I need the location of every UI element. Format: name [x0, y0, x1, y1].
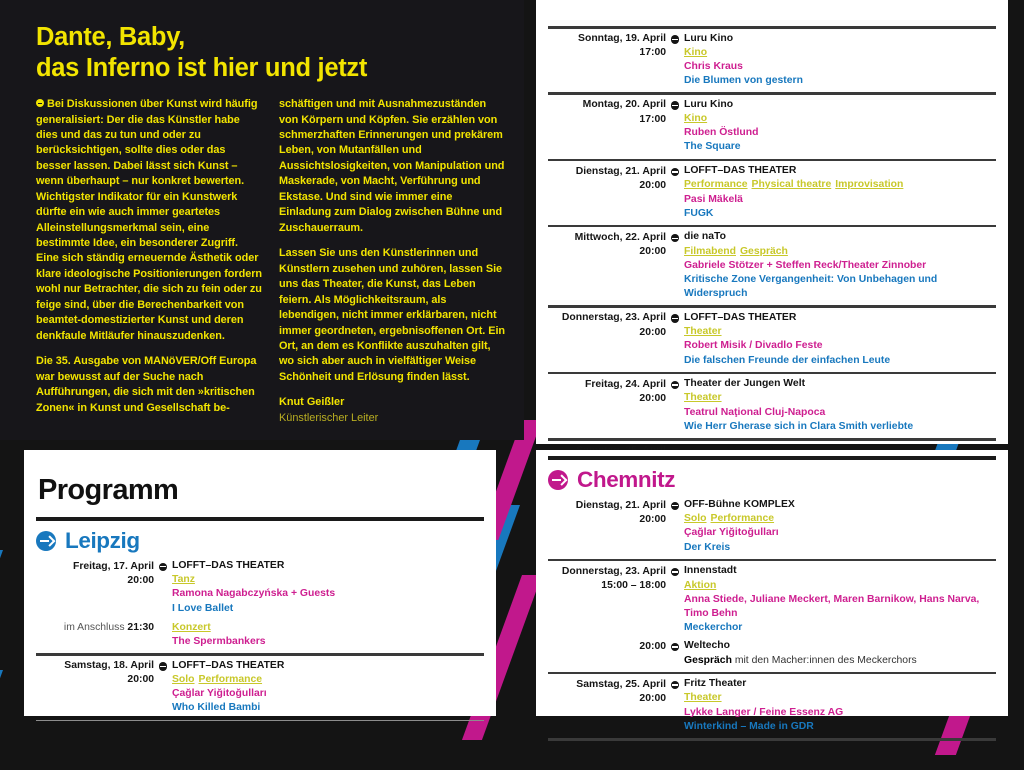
row-bullet [666, 164, 684, 221]
event-genre[interactable]: Performance [684, 179, 748, 191]
signature-role: Künstlerischer Leiter [279, 411, 379, 424]
arrow-right-circle-icon [36, 531, 56, 551]
editorial-panel [0, 0, 524, 440]
event-genre[interactable]: Theater [684, 392, 722, 404]
event-extra-label: im Anschluss [63, 622, 125, 634]
row-bullet-spacer [154, 621, 172, 649]
event-venue: LOFFT–DAS THEATER [684, 311, 797, 323]
event-when [548, 564, 666, 635]
event-piece[interactable]: Die falschen Freunde der einfachen Leute [684, 354, 891, 366]
event-date: Mittwoch, 22. April [574, 231, 666, 243]
event-artist: Lykke Langer / Feine Essenz AG [684, 706, 844, 718]
event-piece[interactable]: Winterkind – Made in GDR [684, 720, 814, 732]
signature-name: Knut Geißler [279, 396, 345, 409]
table-row[interactable] [24, 656, 496, 720]
event-artist: The Spermbankers [172, 636, 266, 648]
event-body [172, 659, 484, 716]
table-row[interactable] [24, 556, 496, 620]
dot-icon [671, 101, 680, 110]
event-artist: Ramona Nagabczyńska + Guests [172, 588, 336, 600]
dot-icon [671, 314, 680, 323]
headline-line-2: das Inferno ist hier und jetzt [36, 53, 368, 82]
event-note: mit den Macher:innen des Meckerchors [734, 654, 917, 666]
event-artist: Çağlar Yiğitoğulları [172, 688, 267, 700]
table-row[interactable] [536, 161, 1008, 225]
event-date: Freitag, 24. April [584, 378, 666, 390]
event-time: 17:00 [639, 113, 666, 125]
event-piece[interactable]: Wie Herr Gherase sich in Clara Smith verliebte [684, 420, 914, 432]
dot-icon [671, 381, 680, 390]
event-artist: Anna Stiede, Juliane Meckert, Maren Barnikow, Hans Narva, Timo Behn [684, 593, 980, 619]
divider [36, 517, 484, 521]
row-bullet [666, 32, 684, 89]
bullet-icon [36, 99, 44, 107]
event-when [36, 659, 154, 716]
event-piece[interactable]: I Love Ballet [172, 602, 234, 614]
row-bullet [666, 230, 684, 301]
city-name: Chemnitz [577, 467, 676, 492]
event-time: 20:00 [127, 574, 154, 586]
divider [548, 456, 996, 460]
dot-icon [671, 568, 680, 577]
event-venue: LOFFT–DAS THEATER [684, 165, 797, 177]
event-date: Samstag, 25. April [576, 678, 666, 690]
event-date: Dienstag, 21. April [575, 499, 666, 511]
event-time: 20:00 [127, 674, 154, 686]
event-body [684, 311, 996, 368]
event-genre[interactable]: Kino [684, 46, 708, 58]
event-genre[interactable]: Filmabend [684, 245, 736, 257]
event-body [684, 377, 996, 434]
dot-icon [671, 168, 680, 177]
event-genre[interactable]: Performance [198, 673, 263, 685]
editorial-paragraph: Lassen Sie uns den Künstlerinnen und Künstlern zusehen und zuhören, lassen Sie uns das Theater, die Kunst, das Leben feiern. Als Möglichkeitsraum, als lebendigen, nicht immer erklärbaren, nicht immer geordneten, ergebnisoffenen Ort. Ein Ort, an dem es Konflikte auszuhalten gilt, wo sich aber auch in vielfältiger Weise Schönheit und Erlösung finden lässt. [279, 247, 506, 383]
divider [36, 720, 484, 721]
dot-icon [671, 681, 680, 690]
event-venue: OFF-Bühne KOMPLEX [684, 499, 795, 510]
row-bullet [666, 98, 684, 155]
event-when [36, 621, 154, 649]
event-genres[interactable] [684, 178, 996, 192]
event-venue: Luru Kino [684, 32, 734, 44]
event-body [172, 559, 484, 616]
event-when [36, 559, 154, 616]
editorial-paragraph: schäftigen und mit Ausnahmezuständen von Körpern und Köpfen. Sie erzählen von schmerzhaften Erinnerungen und prekärem Leben, von Mutanfällen und Aussichtslosigkeiten, von Manipulation und Maskerade, von Macht, Verführung und Ekstase. Und sind wie immer eine Einladung zum Dialog zwischen Bühne und Zuschauerraum. [279, 98, 505, 234]
event-genres[interactable] [172, 673, 484, 687]
city-heading-leipzig [36, 528, 496, 554]
event-time: 20:00 [639, 513, 666, 525]
event-artist: Gabriele Stötzer + Steffen Reck/Theater Zinnober [684, 259, 927, 271]
event-when [548, 377, 666, 434]
event-genre[interactable]: Theater [684, 692, 722, 704]
table-row[interactable] [536, 308, 1008, 372]
event-body [684, 639, 996, 667]
event-venue: Fritz Theater [684, 678, 747, 690]
arrow-right-circle-icon [548, 470, 568, 490]
row-bullet [666, 564, 684, 635]
dot-icon [671, 643, 680, 652]
row-bullet [666, 377, 684, 434]
row-bullet [154, 559, 172, 616]
event-when [548, 677, 666, 734]
event-venue: LOFFT–DAS THEATER [172, 560, 285, 571]
event-genres[interactable] [684, 512, 996, 526]
editorial-paragraph: Die 35. Ausgabe von MANöVER/Off Europa war bewusst auf der Suche nach Aufführungen, die sich mit den »kritischen Zonen« in Kunst und Gesellschaft be- [36, 355, 257, 414]
event-genre[interactable]: Aktion [684, 579, 717, 591]
event-genre[interactable]: Theater [684, 326, 722, 338]
table-row[interactable] [536, 29, 1008, 93]
event-date: Samstag, 18. April [64, 660, 154, 672]
event-venue: Luru Kino [684, 98, 734, 110]
table-row[interactable] [536, 639, 1008, 671]
dot-icon [671, 35, 680, 44]
program-card-leipzig [24, 450, 496, 716]
event-time: 20:00 [639, 326, 666, 338]
event-genre[interactable]: Physical theatre [751, 179, 832, 191]
row-bullet [666, 639, 684, 667]
event-artist: Chris Kraus [684, 60, 743, 72]
table-row[interactable] [536, 227, 1008, 305]
event-venue: Theater der Jungen Welt [684, 378, 806, 390]
event-time: 20:00 [639, 179, 666, 191]
programm-heading: Programm [38, 474, 179, 506]
event-time: 20:00 [639, 392, 666, 404]
event-genre[interactable]: Tanz [172, 574, 195, 586]
event-venue: die naTo [684, 231, 726, 243]
event-time: 20:00 [639, 692, 666, 704]
event-piece[interactable]: The Square [684, 141, 741, 153]
row-bullet [154, 659, 172, 716]
event-genre[interactable]: Gespräch [739, 245, 788, 257]
event-when [548, 639, 666, 667]
editorial-paragraph: Bei Diskussionen über Kunst wird häufig generalisiert: Der die das Künstler habe dies und das zu tun und oder zu berücksichtigen, sollte dies oder das besser lassen. Dabei lässt sich Kunst – wenn überhaupt – nur konkret bewerten. Wichtigster Indikator für ein Kunstwerk dürfte ein wie auch immer geartetes Alleinstellungsmerkmal sein, eine bestimmte Idee, ein besonderer Zugriff. Eine sich ständig erneuernde Ästhetik oder klare ideologische Positionierungen fordern wohl nur Betrachter, die sich zu fein oder zu feige sind, über die Berechenbarkeit von beamtet-domestizierter Kunst und deren denkfaule Mitläufer hinauszudenken. [36, 98, 262, 342]
table-row[interactable] [536, 674, 1008, 738]
event-artist: Teatrul Naţional Cluj-Napoca [684, 406, 826, 418]
event-date: Donnerstag, 23. April [561, 565, 666, 577]
event-when [548, 498, 666, 555]
city-heading-chemnitz [548, 467, 1008, 493]
event-artist: Ruben Östlund [684, 127, 759, 139]
event-piece[interactable]: FUGK [684, 207, 714, 219]
event-genres[interactable] [684, 245, 996, 259]
event-piece[interactable]: Who Killed Bambi [172, 702, 261, 714]
event-when [548, 98, 666, 155]
event-piece[interactable]: Meckerchor [684, 622, 743, 634]
event-genre[interactable]: Kino [684, 113, 708, 125]
dot-icon [671, 502, 680, 511]
event-piece[interactable]: Der Kreis [684, 541, 731, 553]
event-date: Sonntag, 19. April [578, 33, 666, 44]
editorial-column-1 [36, 97, 263, 426]
editorial-column-2 [279, 97, 506, 426]
event-genre-note[interactable] [684, 654, 996, 668]
event-genre[interactable]: Solo [172, 673, 195, 685]
event-body [684, 498, 996, 555]
event-artist: Çağlar Yiğitoğulları [684, 527, 779, 539]
table-row[interactable] [536, 95, 1008, 159]
event-artist: Pasi Mäkelä [684, 193, 743, 205]
headline-line-1: Dante, Baby, [36, 23, 185, 51]
event-genre[interactable]: Improvisation [835, 179, 904, 191]
row-bullet [666, 498, 684, 555]
event-date: Donnerstag, 23. April [561, 312, 666, 324]
dot-icon [159, 662, 168, 671]
event-genre[interactable]: Performance [710, 513, 775, 525]
event-body [172, 621, 484, 649]
event-extra-time: 21:30 [127, 622, 154, 634]
event-body [684, 677, 996, 734]
event-piece[interactable]: Die Blumen von gestern [684, 75, 803, 87]
table-row[interactable] [24, 620, 496, 653]
event-when [548, 230, 666, 301]
event-time: 15:00 – 18:00 [601, 580, 666, 592]
program-card-chemnitz [536, 450, 1008, 732]
program-card-leipzig-continued [536, 0, 1008, 444]
dot-icon [159, 563, 168, 572]
event-body [684, 98, 996, 155]
event-time: 17:00 [639, 47, 666, 59]
table-row[interactable] [536, 561, 1008, 639]
event-time: 20:00 [639, 246, 666, 258]
event-date: Montag, 20. April [582, 99, 666, 111]
event-genre[interactable]: Solo [684, 513, 707, 525]
event-body [684, 32, 996, 89]
event-venue: Innenstadt [684, 565, 737, 577]
page-title [36, 22, 506, 83]
event-artist: Robert Misik / Divadlo Feste [684, 340, 823, 352]
row-bullet [666, 311, 684, 368]
divider [548, 738, 996, 741]
dot-icon [671, 234, 680, 243]
city-name: Leipzig [65, 528, 140, 553]
event-body [684, 164, 996, 221]
event-piece[interactable]: Kritische Zone Vergangenheit: Von Unbehagen und Widerspruch [684, 274, 938, 300]
event-venue: LOFFT–DAS THEATER [172, 659, 285, 671]
row-bullet [666, 677, 684, 734]
event-when [548, 311, 666, 368]
table-row[interactable] [536, 495, 1008, 559]
event-venue: Weltecho [684, 640, 730, 652]
event-time: 20:00 [639, 640, 666, 652]
event-when [548, 164, 666, 221]
event-body [684, 230, 996, 301]
event-when [548, 32, 666, 89]
event-date: Freitag, 17. April [72, 560, 154, 572]
event-genre[interactable]: Gespräch [684, 654, 732, 666]
event-body [684, 564, 996, 635]
table-row[interactable] [536, 374, 1008, 438]
event-date: Dienstag, 21. April [575, 165, 666, 177]
event-genre[interactable]: Konzert [172, 621, 211, 633]
